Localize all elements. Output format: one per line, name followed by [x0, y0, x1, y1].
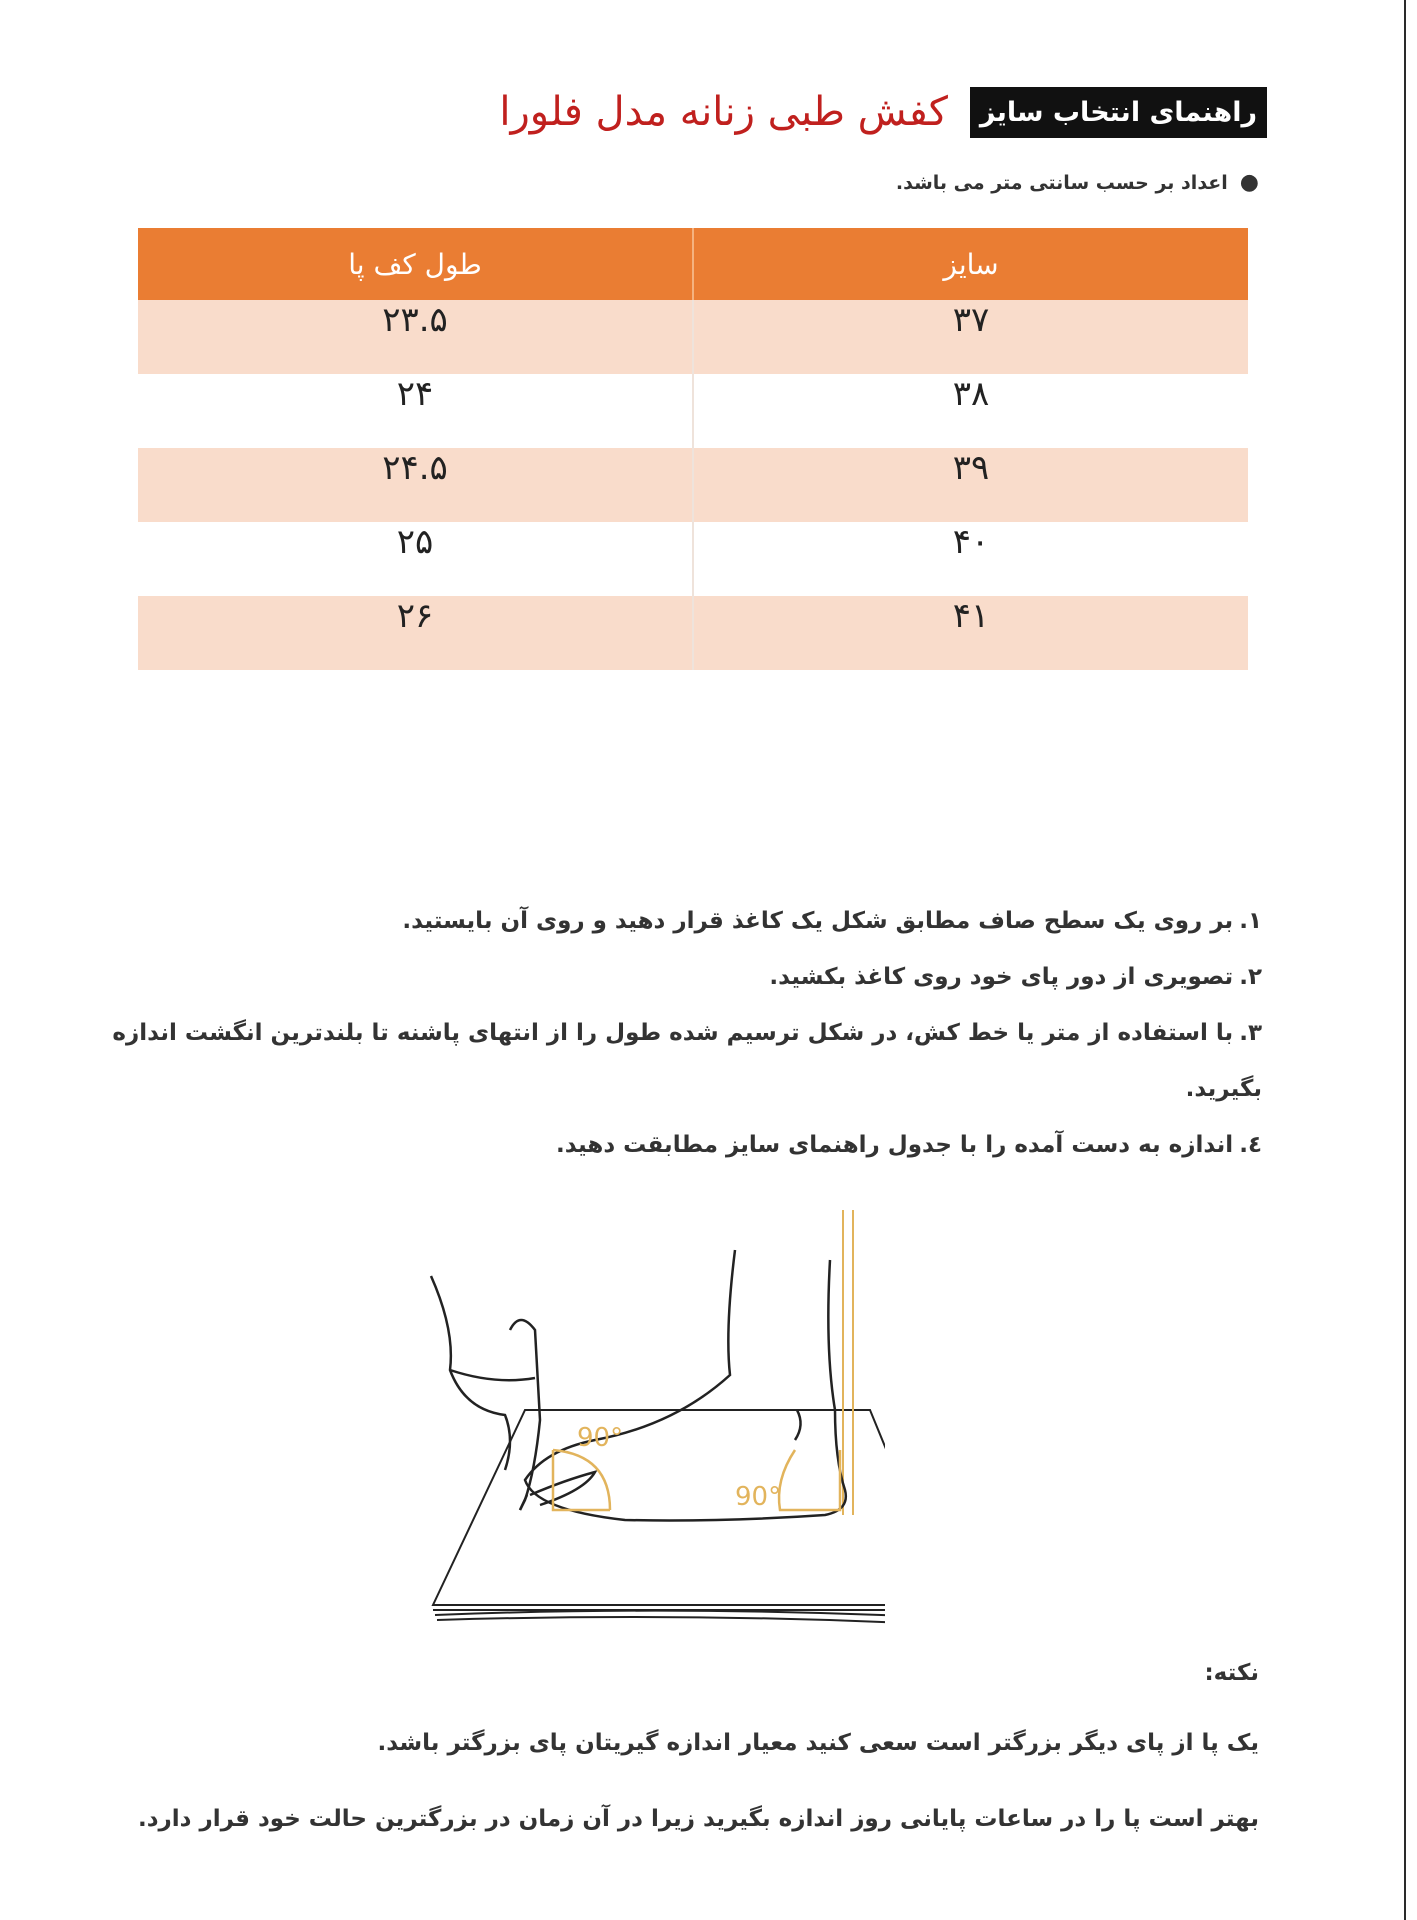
- section-label: راهنمای انتخاب سایز: [970, 87, 1267, 138]
- paper-stack-icon: [433, 1410, 885, 1625]
- foot-length-cell: ۲۳.۵: [138, 300, 693, 374]
- foot-length-cell: ۲۴.۵: [138, 448, 693, 522]
- header-foot-length: طول کف پا: [138, 228, 693, 300]
- instruction-text: اندازه به دست آمده را با جدول راهنمای سایز مطابقت دهید.: [555, 1132, 1234, 1158]
- foot-length-cell: ۲۴: [138, 374, 693, 448]
- units-note: [896, 170, 1259, 195]
- foot-measurement-illustration: [425, 1210, 885, 1640]
- instruction-number: ۲.: [1239, 964, 1262, 990]
- table-row: [138, 596, 1248, 670]
- instruction-text: با استفاده از متر یا خط کش، در شکل ترسیم شده طول را از انتهای پاشنه تا بلندترین انگشت اندازه بگیرید.: [112, 1020, 1262, 1102]
- header-size: سایز: [693, 228, 1248, 300]
- angle-label: 90°: [577, 1423, 624, 1453]
- size-cell: ۴۰: [693, 522, 1248, 596]
- size-cell: ۳۹: [693, 448, 1248, 522]
- ruler-icon: [843, 1210, 853, 1515]
- note-title: نکته:: [1204, 1660, 1259, 1686]
- angle-marker-icon: [553, 1450, 840, 1510]
- table-header-row: [138, 228, 1248, 300]
- table-row: [138, 300, 1248, 374]
- hand-pen-icon: [431, 1276, 595, 1510]
- instruction-text: بر روی یک سطح صاف مطابق شکل یک کاغذ قرار دهید و روی آن بایستید.: [402, 908, 1234, 934]
- size-cell: ۴۱: [693, 596, 1248, 670]
- units-note-text: اعداد بر حسب سانتی متر می باشد.: [895, 171, 1228, 194]
- instruction-item: [112, 949, 1262, 1005]
- foot-length-cell: ۲۶: [138, 596, 693, 670]
- instruction-item: [112, 1005, 1262, 1117]
- note-line: بهتر است پا را در ساعات پایانی روز اندازه بگیرید زیرا در آن زمان در بزرگترین حالت خود قرار دارد.: [138, 1806, 1259, 1832]
- instruction-item: [112, 1117, 1262, 1173]
- size-table: [138, 228, 1248, 670]
- instruction-item: [112, 893, 1262, 949]
- table-row: [138, 522, 1248, 596]
- instructions-list: [112, 893, 1262, 1173]
- angle-label: 90°: [735, 1482, 782, 1512]
- instruction-text: تصویری از دور پای خود روی کاغذ بکشید.: [769, 964, 1234, 990]
- instruction-number: ٤.: [1239, 1132, 1262, 1158]
- foot-length-cell: ۲۵: [138, 522, 693, 596]
- table-row: [138, 374, 1248, 448]
- instruction-number: ۱.: [1239, 908, 1262, 934]
- size-cell: ۳۸: [693, 374, 1248, 448]
- instruction-number: ۳.: [1239, 1020, 1262, 1046]
- table-row: [138, 448, 1248, 522]
- size-cell: ۳۷: [693, 300, 1248, 374]
- bullet-icon: ●: [1239, 170, 1259, 195]
- page-title: کفش طبی زنانه مدل فلورا: [499, 89, 948, 135]
- title-row: [300, 80, 1267, 144]
- foot-icon: [525, 1250, 846, 1520]
- note-line: یک پا از پای دیگر بزرگتر است سعی کنید معیار اندازه گیریتان پای بزرگتر باشد.: [377, 1730, 1259, 1756]
